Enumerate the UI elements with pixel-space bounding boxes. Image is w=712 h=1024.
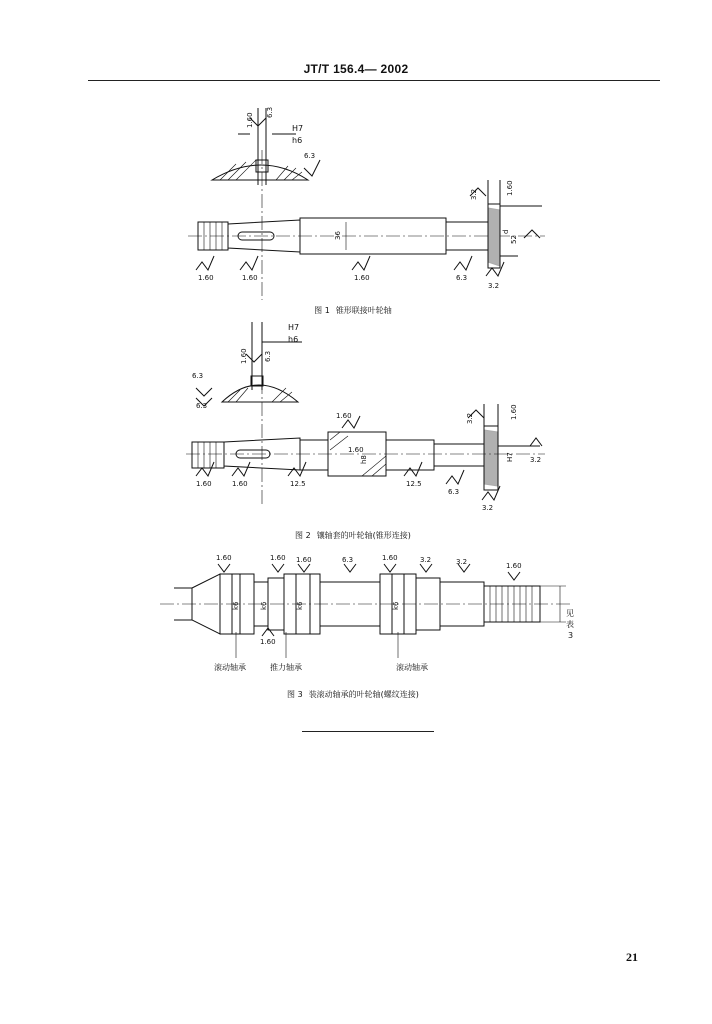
fig1-roughness: 1.60 bbox=[354, 274, 370, 282]
fig1-roughness: 1.60 bbox=[198, 274, 214, 282]
fig3-roughness: 1.60 bbox=[216, 554, 232, 562]
figure-2-caption bbox=[0, 530, 712, 541]
caption-title: 锥形联接叶轮轴 bbox=[335, 306, 392, 315]
caption-number: 图 3 bbox=[287, 690, 303, 699]
fig2-dimension: h8 bbox=[360, 455, 368, 464]
fig2-roughness: 1.60 bbox=[348, 446, 364, 454]
caption-title: 装滚动轴承的叶轮轴(螺纹连接) bbox=[308, 690, 419, 699]
fig3-dimension: k6 bbox=[260, 601, 268, 610]
fig3-roughness: 1.60 bbox=[382, 554, 398, 562]
fig2-roughness: 3.2 bbox=[466, 412, 474, 424]
fig3-roughness: 1.60 bbox=[506, 562, 522, 570]
fig2-roughness: 3.2 bbox=[482, 504, 494, 512]
fig2-roughness: 12.5 bbox=[406, 480, 422, 488]
fig1-roughness: 1.60 bbox=[242, 274, 258, 282]
fig2-roughness: 3.2 bbox=[530, 456, 542, 464]
fig3-dimension: k6 bbox=[296, 601, 304, 610]
fig2-roughness: 6.3 bbox=[448, 488, 460, 496]
fig3-roughness: 3.2 bbox=[420, 556, 432, 564]
fig2-roughness: 6.3 bbox=[264, 350, 272, 362]
fig1-roughness: 1.60 bbox=[246, 112, 254, 128]
fig3-roughness: 3.2 bbox=[456, 558, 468, 566]
fig3-label-rolling-bearing: 滚动轴承 bbox=[214, 663, 246, 672]
fig1-roughness: 6.3 bbox=[456, 274, 468, 282]
figure-2-drawing bbox=[0, 320, 712, 520]
fig2-roughness: 12.5 bbox=[290, 480, 306, 488]
fig2-roughness: 6.3 bbox=[196, 402, 208, 410]
fig1-dimension: 52 bbox=[510, 235, 518, 244]
fig2-roughness: 1.60 bbox=[510, 404, 518, 420]
fig3-note: 表 bbox=[566, 620, 574, 629]
caption-title: 镶轴套的叶轮轴(锥形连接) bbox=[316, 531, 411, 540]
fig2-roughness: 6.3 bbox=[192, 372, 204, 380]
fig2-dimension: H7 bbox=[506, 452, 514, 462]
fig3-roughness: 1.60 bbox=[296, 556, 312, 564]
standard-number: JT/T 156.4— 2002 bbox=[303, 62, 409, 76]
fig3-roughness: 6.3 bbox=[342, 556, 354, 564]
fig3-note: 3 bbox=[568, 631, 574, 640]
header-rule bbox=[88, 80, 660, 81]
fig3-roughness: 1.60 bbox=[270, 554, 286, 562]
fig2-fit-lower: h6 bbox=[288, 335, 299, 344]
fig1-dimension: d bbox=[502, 229, 510, 234]
end-rule bbox=[302, 731, 434, 732]
fig3-dimension: k6 bbox=[232, 601, 240, 610]
figure-3-drawing bbox=[0, 548, 712, 688]
fig2-fit-upper: H7 bbox=[288, 323, 300, 332]
caption-number: 图 1 bbox=[314, 306, 330, 315]
page-number: 21 bbox=[626, 950, 638, 964]
fig2-roughness: 1.60 bbox=[240, 348, 248, 364]
fig1-fit-lower: h6 bbox=[292, 136, 303, 145]
fig1-roughness: 6.3 bbox=[304, 152, 316, 160]
fig1-roughness: 6.3 bbox=[266, 106, 274, 118]
fig1-roughness: 3.2 bbox=[470, 188, 478, 200]
fig1-dimension: 36 bbox=[334, 231, 342, 240]
fig3-roughness: 1.60 bbox=[260, 638, 276, 646]
fig2-roughness: 1.60 bbox=[336, 412, 352, 420]
figure-3-caption bbox=[0, 689, 712, 700]
caption-number: 图 2 bbox=[295, 531, 311, 540]
fig2-roughness: 1.60 bbox=[232, 480, 248, 488]
fig1-fit-upper: H7 bbox=[292, 124, 304, 133]
fig3-dimension: k6 bbox=[392, 601, 400, 610]
fig3-label-thrust-bearing: 推力轴承 bbox=[270, 663, 302, 672]
fig3-label-rolling-bearing: 滚动轴承 bbox=[396, 663, 428, 672]
fig1-roughness: 1.60 bbox=[506, 180, 514, 196]
figure-1-caption bbox=[0, 305, 712, 316]
fig3-note: 见 bbox=[566, 609, 574, 618]
fig1-roughness: 3.2 bbox=[488, 282, 500, 290]
fig2-roughness: 1.60 bbox=[196, 480, 212, 488]
